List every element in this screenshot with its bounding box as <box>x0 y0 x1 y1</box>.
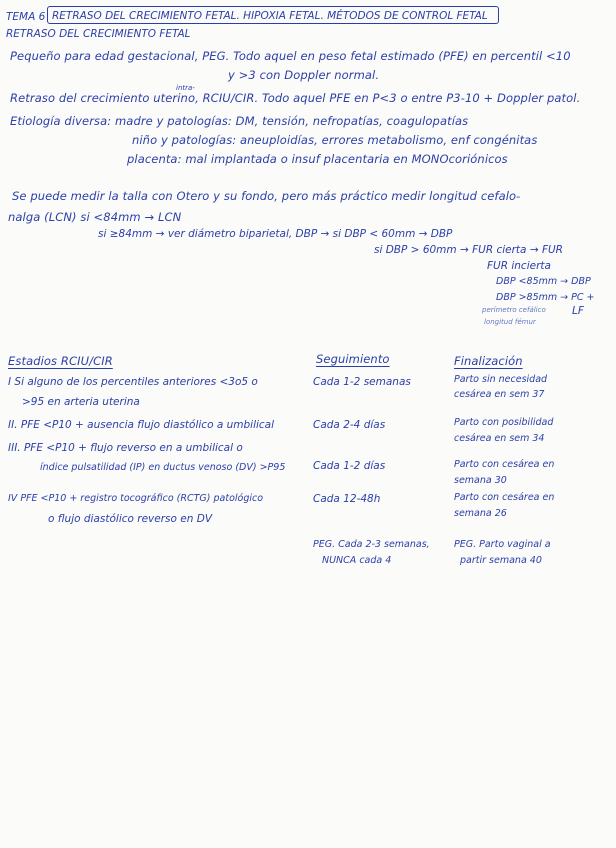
measurement-line-5: FUR incierta <box>487 260 551 272</box>
termination-column-header: Finalización <box>454 354 523 368</box>
stage-2-followup: Cada 2-4 días <box>313 419 386 431</box>
stage-4-line-1: IV PFE <P10 + registro tocográfico (RCTG) patológico <box>8 493 264 504</box>
measurement-note-1: perímetro cefálico <box>482 306 546 314</box>
measurement-line-4: si DBP > 60mm → FUR cierta → FUR <box>374 244 563 256</box>
stage-3-termination-line-1: Parto con cesárea en <box>454 459 555 470</box>
stage-2-line-1: II. PFE <P10 + ausencia flujo diastólico a umbilical <box>8 419 275 431</box>
stage-4-line-2: o flujo diastólico reverso en DV <box>48 513 212 525</box>
followup-column-header: Seguimiento <box>316 352 390 366</box>
stage-1-termination-line-2: cesárea en sem 37 <box>454 389 545 400</box>
measurement-line-7: DBP >85mm → PC + <box>496 292 595 303</box>
measurement-note-2: longitud fémur <box>484 318 536 326</box>
measurement-line-1: Se puede medir la talla con Otero y su fondo, pero más práctico medir longitud cefalo- <box>12 189 521 203</box>
etiology-line-3: placenta: mal implantada o insuf placentaria en MONOcoriónicos <box>127 152 508 166</box>
stage-3-termination-line-2: semana 30 <box>454 475 507 486</box>
rciu-superscript: intra- <box>176 84 195 92</box>
section-heading: RETRASO DEL CRECIMIENTO FETAL <box>6 28 191 40</box>
rciu-definition: Retraso del crecimiento uterino, RCIU/CIR. Todo aquel PFE en P<3 o entre P3-10 + Doppler patol. <box>10 91 581 105</box>
measurement-line-8: LF <box>572 305 584 317</box>
stage-4-followup: Cada 12-48h <box>313 493 381 505</box>
page-title: RETRASO DEL CRECIMIENTO FETAL. HIPOXIA FETAL. MÉTODOS DE CONTROL FETAL <box>52 10 488 22</box>
stage-1-followup: Cada 1-2 semanas <box>313 376 411 388</box>
measurement-line-2: nalga (LCN) si <84mm → LCN <box>8 210 182 224</box>
peg-followup-line-1: PEG. Cada 2-3 semanas, <box>313 539 430 550</box>
etiology-line-1: Etiología diversa: madre y patologías: DM, tensión, nefropatías, coagulopatías <box>10 114 469 128</box>
peg-termination-line-1: PEG. Parto vaginal a <box>454 539 551 550</box>
peg-definition-line-1: Pequeño para edad gestacional, PEG. Todo aquel en peso fetal estimado (PFE) en percentil <10 <box>10 49 571 63</box>
peg-definition-line-2: y >3 con Doppler normal. <box>228 68 380 82</box>
stage-2-termination-line-1: Parto con posibilidad <box>454 417 554 428</box>
stage-1-termination-line-1: Parto sin necesidad <box>454 374 548 385</box>
stage-2-termination-line-2: cesárea en sem 34 <box>454 433 545 444</box>
peg-termination-line-2: partir semana 40 <box>460 555 542 566</box>
topic-number: TEMA 6 <box>6 11 46 23</box>
stage-3-line-2: índice pulsatilidad (IP) en ductus venoso (DV) >P95 <box>40 462 286 473</box>
stage-4-termination-line-1: Parto con cesárea en <box>454 492 555 503</box>
stage-1-line-1: I Si alguno de los percentiles anteriores <3o5 o <box>8 376 258 388</box>
stage-3-line-1: III. PFE <P10 + flujo reverso en a umbilical o <box>8 442 243 454</box>
peg-followup-line-2: NUNCA cada 4 <box>322 555 392 566</box>
measurement-line-6: DBP <85mm → DBP <box>496 276 591 287</box>
measurement-line-3: si ≥84mm → ver diámetro biparietal, DBP → si DBP < 60mm → DBP <box>98 228 453 240</box>
stage-4-termination-line-2: semana 26 <box>454 508 507 519</box>
etiology-line-2: niño y patologías: aneuploidías, errores metabolismo, enf congénitas <box>132 133 538 147</box>
stage-3-followup: Cada 1-2 días <box>313 460 386 472</box>
stage-1-line-2: >95 en arteria uterina <box>22 396 140 408</box>
stages-column-header: Estadios RCIU/CIR <box>8 354 113 368</box>
